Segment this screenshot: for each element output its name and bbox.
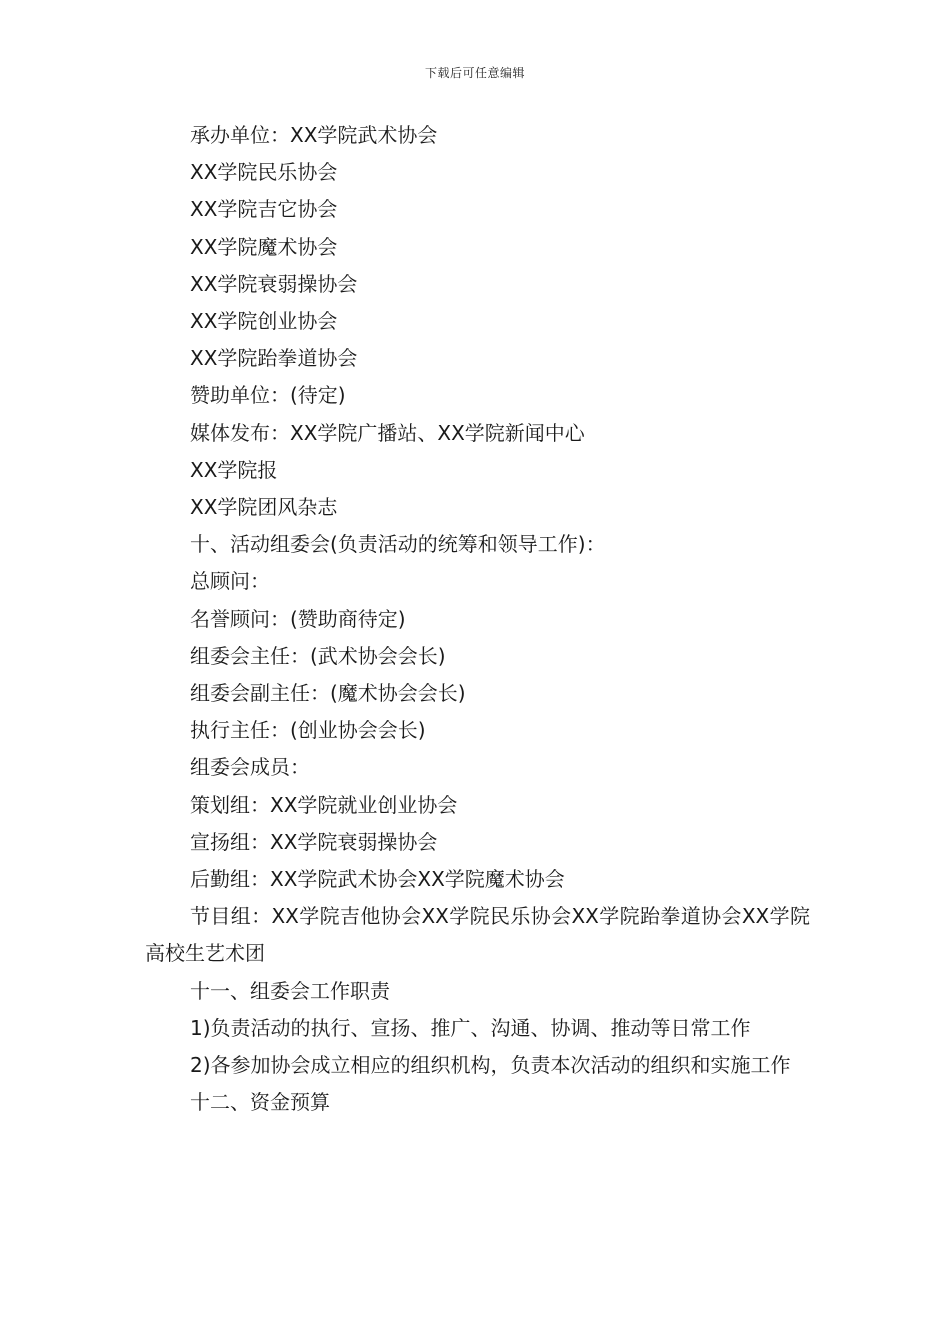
text-line: XX学院创业协会 [190, 309, 338, 334]
text-line: 组委会副主任：(魔术协会会长) [190, 681, 466, 706]
text-line: XX学院魔术协会 [190, 234, 338, 259]
text-line: 名誉顾问：(赞助商待定) [190, 606, 406, 631]
text-line: 宣扬组：XX学院衰弱操协会 [190, 829, 438, 854]
section-heading: 十一、组委会工作职责 [190, 978, 390, 1003]
program-group-paragraph: 节目组：XX学院吉他协会XX学院民乐协会XX学院跆拳道协会XX学院高校生艺术团 [145, 904, 810, 966]
text-line: 赞助单位：(待定) [190, 383, 346, 408]
page-header-note: 下载后可任意编辑 [424, 66, 525, 80]
text-line: 承办单位：XX学院武术协会 [190, 123, 438, 147]
text-line: XX学院衰弱操协会 [190, 271, 358, 296]
text-line: 组委会主任：(武术协会会长) [190, 643, 446, 668]
section-heading: 十、活动组委会(负责活动的统筹和领导工作)： [190, 532, 606, 557]
document-body [145, 117, 810, 1121]
text-line: XX学院跆拳道协会 [190, 346, 358, 371]
text-line: 总顾问： [190, 569, 270, 594]
text-line: 策划组：XX学院就业创业协会 [190, 792, 458, 817]
duty-paragraph-1: 1)负责活动的执行、宣扬、推广、沟通、协调、推动等日常工作 [190, 1015, 751, 1040]
text-line: XX学院团风杂志 [190, 495, 338, 520]
text-line: 执行主任：(创业协会会长) [190, 718, 426, 743]
text-line: 媒体发布：XX学院广播站、XX学院新闻中心 [190, 420, 585, 445]
text-line: XX学院报 [190, 457, 278, 482]
text-line: XX学院民乐协会 [190, 160, 338, 185]
text-line: XX学院吉它协会 [190, 197, 338, 222]
text-line: 后勤组：XX学院武术协会XX学院魔术协会 [190, 867, 565, 892]
duty-paragraph-2: 2)各参加协会成立相应的组织机构，负责本次活动的组织和实施工作 [190, 1053, 791, 1078]
text-line: 组委会成员： [190, 755, 310, 780]
section-heading: 十二、资金预算 [190, 1090, 330, 1115]
